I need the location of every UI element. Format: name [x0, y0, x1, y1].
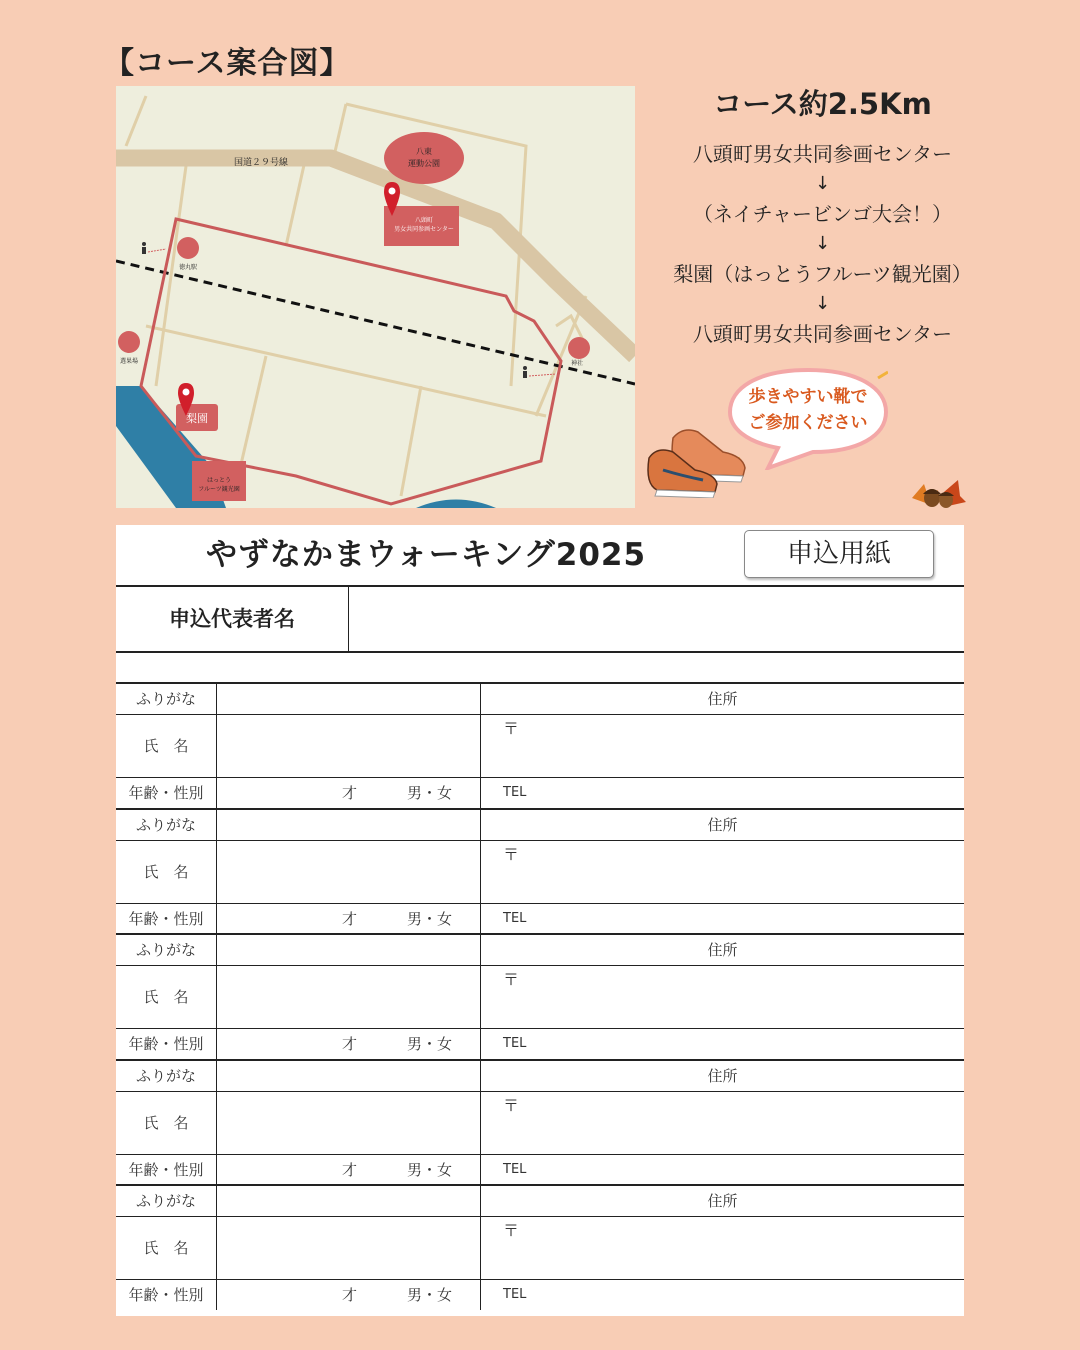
course-map-graphic — [116, 86, 635, 508]
postal-mark: 〒 — [503, 1221, 520, 1240]
postal-mark: 〒 — [503, 719, 520, 738]
furigana-field[interactable] — [217, 684, 481, 715]
age-sex-field[interactable] — [217, 778, 481, 808]
name-field[interactable] — [217, 841, 481, 904]
form-title: やずなかまウォーキング2025 — [205, 537, 647, 573]
furigana-label: ふりがな — [116, 1061, 217, 1092]
tel-field[interactable] — [481, 778, 964, 808]
sex-options: 男・女 — [407, 1035, 453, 1053]
address-label: 住所 — [481, 810, 964, 841]
participant-entry — [116, 933, 964, 1059]
shrine-label: 神社 — [570, 360, 584, 367]
pear-label: 梨園 — [186, 412, 208, 425]
age-sex-label: 年齢・性別 — [116, 904, 217, 934]
representative-label: 申込代表者名 — [116, 587, 349, 651]
age-sex-field[interactable] — [217, 904, 481, 934]
tel-field[interactable] — [481, 1029, 964, 1059]
name-label: 氏 名 — [116, 966, 217, 1029]
sex-options: 男・女 — [407, 784, 453, 802]
park-circle — [384, 132, 464, 184]
furigana-label: ふりがな — [116, 935, 217, 966]
furigana-label: ふりがな — [116, 684, 217, 715]
name-field[interactable] — [217, 966, 481, 1029]
acorn-leaf-icon — [908, 462, 966, 514]
tel-label: TEL — [503, 1161, 527, 1177]
center-label-1: 八頭町 — [414, 217, 434, 224]
walker-icon — [142, 242, 166, 254]
age-unit: 才 — [342, 784, 358, 802]
furigana-label: ふりがな — [116, 1186, 217, 1217]
address-label: 住所 — [481, 684, 964, 715]
participant-entry — [116, 1059, 964, 1185]
participant-entry — [116, 1184, 964, 1310]
bubble-line-2: ご参加ください — [748, 413, 868, 433]
course-map — [116, 86, 635, 508]
age-sex-label: 年齢・性別 — [116, 1029, 217, 1059]
road-label: 国道２９号線 — [233, 158, 289, 168]
tel-field[interactable] — [481, 1280, 964, 1310]
postal-mark: 〒 — [503, 1095, 520, 1115]
station-label: 徳丸駅 — [178, 264, 198, 271]
bubble-text — [728, 384, 888, 436]
furigana-field[interactable] — [217, 810, 481, 841]
age-unit: 才 — [342, 909, 358, 928]
packing-circle — [118, 331, 140, 353]
route-arrow: ↓ — [814, 173, 831, 194]
park-label-1: 八東 — [416, 147, 432, 156]
tel-label: TEL — [503, 1036, 527, 1051]
age-sex-label: 年齢・性別 — [116, 1155, 217, 1185]
address-label: 住所 — [481, 1186, 964, 1217]
age-unit: 才 — [342, 1035, 358, 1053]
postal-mark: 〒 — [503, 844, 520, 864]
address-label: 住所 — [481, 1061, 964, 1092]
name-label: 氏 名 — [116, 841, 217, 904]
address-field[interactable] — [481, 715, 964, 778]
river-bottom — [416, 500, 496, 509]
age-sex-field[interactable] — [217, 1155, 481, 1185]
name-label: 氏 名 — [116, 715, 217, 778]
sex-options: 男・女 — [407, 1160, 453, 1179]
form-badge: 申込用紙 — [744, 530, 934, 578]
name-field[interactable] — [217, 1092, 481, 1155]
orchard-label-1: はっとう — [206, 477, 232, 484]
sex-options: 男・女 — [407, 1286, 453, 1304]
page-heading: 【コース案合図】 — [104, 46, 351, 81]
bubble-line-1: 歩きやすい靴で — [748, 387, 868, 407]
name-field[interactable] — [217, 1217, 481, 1280]
station-circle — [177, 237, 199, 259]
tel-label: TEL — [503, 785, 527, 800]
age-unit: 才 — [342, 1160, 358, 1179]
furigana-field[interactable] — [217, 1061, 481, 1092]
route-step: 梨園（はっとうフルーツ観光園） — [673, 262, 972, 286]
route-step: 八頭町男女共同参画センター — [692, 142, 953, 166]
age-sex-label: 年齢・性別 — [116, 778, 217, 808]
tel-label: TEL — [503, 910, 527, 926]
route-step: 八頭町男女共同参画センター — [692, 322, 953, 346]
name-label: 氏 名 — [116, 1092, 217, 1155]
tel-field[interactable] — [481, 904, 964, 934]
name-label: 氏 名 — [116, 1217, 217, 1280]
age-unit: 才 — [342, 1286, 358, 1304]
address-field[interactable] — [481, 1217, 964, 1280]
tel-label: TEL — [503, 1287, 527, 1302]
address-label: 住所 — [481, 935, 964, 966]
route-step: （ネイチャービンゴ大会！） — [693, 202, 952, 226]
address-field[interactable] — [481, 1092, 964, 1155]
postal-mark: 〒 — [503, 970, 520, 989]
sneakers-icon — [643, 418, 748, 502]
route-arrow: ↓ — [814, 233, 831, 254]
route-arrow: ↓ — [814, 293, 831, 314]
participant-entry — [116, 682, 964, 808]
participant-entry — [116, 808, 964, 934]
name-field[interactable] — [217, 715, 481, 778]
representative-row — [116, 585, 964, 653]
sex-options: 男・女 — [407, 909, 453, 928]
age-sex-field[interactable] — [217, 1029, 481, 1059]
address-field[interactable] — [481, 841, 964, 904]
route-info — [650, 80, 995, 349]
speech-bubble — [728, 366, 888, 470]
tel-field[interactable] — [481, 1155, 964, 1185]
park-label-2: 運動公園 — [408, 159, 440, 168]
left-label: 選果場 — [119, 358, 139, 365]
address-field[interactable] — [481, 966, 964, 1029]
furigana-label: ふりがな — [116, 810, 217, 841]
shrine-circle — [568, 337, 590, 359]
participant-entries — [116, 682, 964, 1310]
center-label-2: 男女共同参画センター — [394, 226, 454, 233]
furigana-field[interactable] — [217, 935, 481, 966]
application-form — [116, 525, 964, 1316]
route-title: コース約2.5Km — [713, 87, 932, 121]
age-sex-label: 年齢・性別 — [116, 1280, 217, 1310]
furigana-field[interactable] — [217, 1186, 481, 1217]
representative-name-field[interactable] — [349, 587, 964, 651]
orchard-label-2: フルーツ観光園 — [198, 486, 240, 493]
age-sex-field[interactable] — [217, 1280, 481, 1310]
